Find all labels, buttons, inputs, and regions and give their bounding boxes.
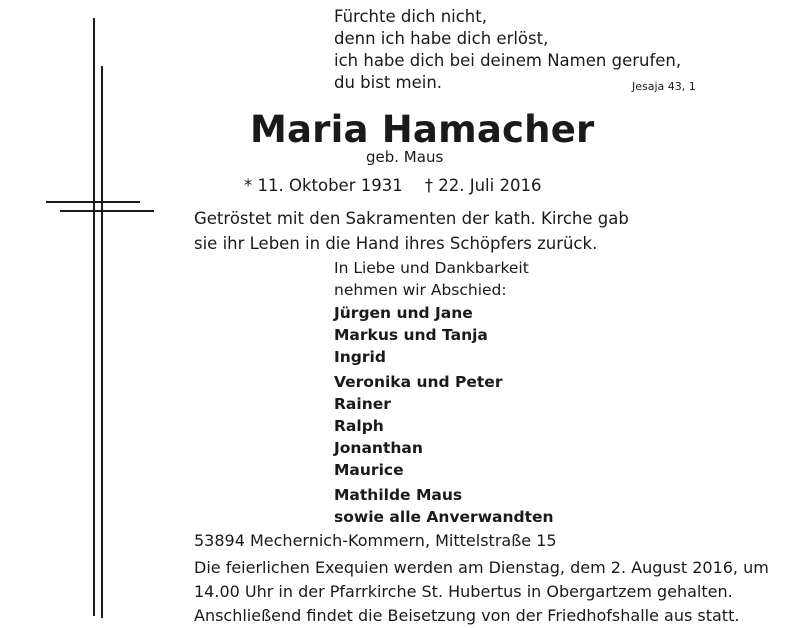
life-dates (244, 176, 541, 195)
family-member: Mathilde Maus (334, 486, 463, 504)
death-date: † 22. Juli 2016 (424, 176, 542, 195)
birth-date: * 11. Oktober 1931 (244, 176, 403, 195)
funeral-details (194, 556, 769, 628)
footer-line: Die feierlichen Exequien werden am Dienstag, dem 2. August 2016, um (194, 558, 769, 577)
intro-line: sie ihr Leben in die Hand ihres Schöpfers zurück. (194, 234, 598, 253)
verse-reference: Jesaja 43, 1 (632, 80, 696, 93)
intro-text (194, 206, 629, 256)
verse-line: du bist mein. (334, 73, 443, 92)
farewell-text (334, 257, 529, 301)
family-member: Ralph (334, 417, 384, 435)
family-member: Markus und Tanja (334, 326, 488, 344)
cross-vertical-bar (101, 66, 103, 618)
verse-line: Fürchte dich nicht, (334, 7, 487, 26)
cross-horizontal-bar (60, 210, 154, 212)
farewell-line: In Liebe und Dankbarkeit (334, 259, 529, 277)
verse-line: ich habe dich bei deinem Namen gerufen, (334, 51, 682, 70)
family-member: Jonanthan (334, 439, 423, 457)
family-member: Ingrid (334, 348, 386, 366)
cross-vertical-bar (93, 18, 95, 616)
address: 53894 Mechernich-Kommern, Mittelstraße 15 (194, 531, 557, 550)
bible-verse (334, 6, 681, 94)
farewell-line: nehmen wir Abschied: (334, 281, 507, 299)
maiden-name: geb. Maus (366, 148, 444, 166)
footer-line: 14.00 Uhr in der Pfarrkirche St. Hubertus in Obergartzem gehalten. (194, 582, 733, 601)
family-member: Maurice (334, 461, 404, 479)
deceased-name: Maria Hamacher (250, 108, 595, 151)
family-member: Rainer (334, 395, 391, 413)
family-member: sowie alle Anverwandten (334, 508, 554, 526)
verse-line: denn ich habe dich erlöst, (334, 29, 549, 48)
intro-line: Getröstet mit den Sakramenten der kath. Kirche gab (194, 209, 629, 228)
family-member: Veronika und Peter (334, 373, 503, 391)
family-member: Jürgen und Jane (334, 304, 473, 322)
cross-horizontal-bar (46, 201, 140, 203)
footer-line: Anschließend findet die Beisetzung von der Friedhofshalle aus statt. (194, 606, 740, 625)
